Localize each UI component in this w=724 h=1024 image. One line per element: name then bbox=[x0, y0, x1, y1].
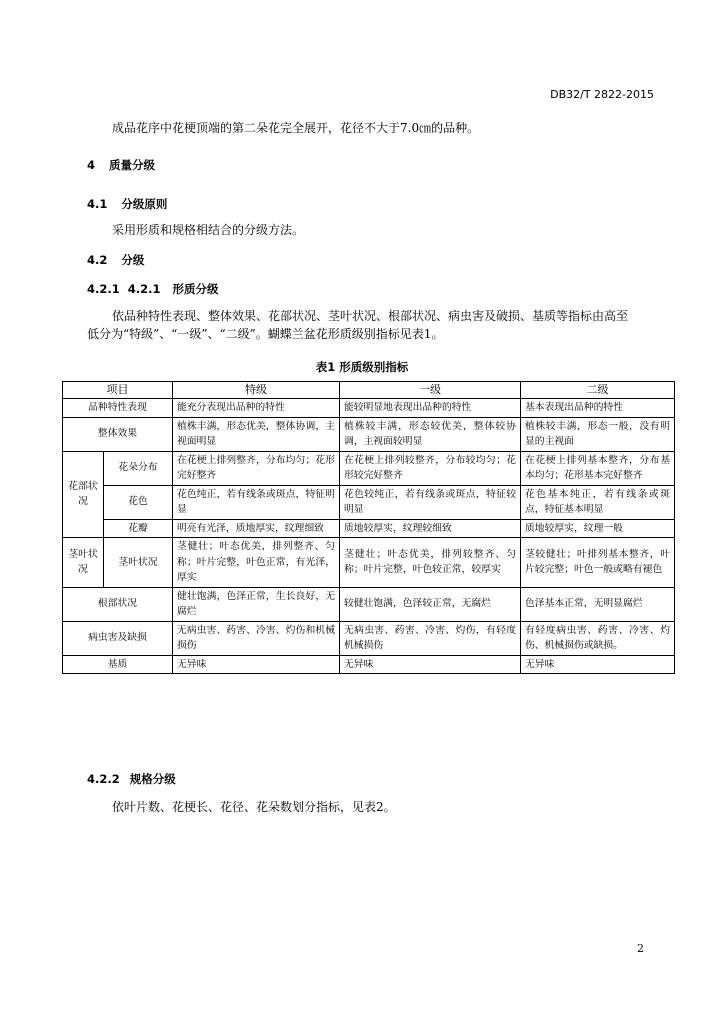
intro-line: 成品花序中花梗顶端的第二朵花完全展开，花径不大于7.0㎝的品种。 bbox=[112, 121, 480, 135]
table-row-petal bbox=[63, 519, 675, 538]
cell-special: 能充分表现出品种的特性 bbox=[173, 399, 340, 418]
table-row-overall bbox=[63, 417, 675, 451]
cell-second: 茎较健壮；叶排列基本整齐，叶片较完整；叶色一般或略有褪色 bbox=[521, 538, 675, 588]
cell-first: 无异味 bbox=[340, 655, 521, 674]
header-second-grade: 二级 bbox=[521, 382, 675, 399]
row-label: 根部状况 bbox=[63, 587, 173, 621]
cell-second: 植株较丰满，形态一般，没有明显的主视面 bbox=[521, 417, 675, 451]
cell-first: 能较明显地表现出品种的特性 bbox=[340, 399, 521, 418]
cell-first: 在花梗上排列较整齐，分布较均匀；花形较完好整齐 bbox=[340, 451, 521, 485]
section-4-2-2-title: 规格分级 bbox=[129, 772, 176, 786]
row-label: 茎叶状况 bbox=[104, 538, 173, 588]
cell-special: 茎健壮；叶态优美，排列整齐、匀称；叶片完整，叶色正常，有光泽，厚实 bbox=[173, 538, 340, 588]
row-label: 基质 bbox=[63, 655, 173, 674]
section-4-2-1-text-2: 低分为“特级”、“一级”、“二级”。蝴蝶兰盆花形质级别指标见表1。 bbox=[87, 327, 444, 341]
cell-second: 有轻度病虫害、药害、冷害、灼伤、机械损伤或缺损。 bbox=[521, 621, 675, 655]
section-4-num: 4 bbox=[87, 158, 96, 172]
cell-first: 植株较丰满，形态较优美，整体较协调，主视面较明显 bbox=[340, 417, 521, 451]
section-4-2-1-text-1: 依品种特性表现、整体效果、花部状况、茎叶状况、根部状况、病虫害及破损、基质等指标由高至 bbox=[112, 309, 629, 323]
cell-special: 花色纯正，若有线条或斑点，特征明显 bbox=[173, 485, 340, 519]
section-4-1-heading bbox=[87, 196, 167, 212]
table-header-row bbox=[63, 382, 675, 399]
doc-code: DB32/T 2822-2015 bbox=[550, 88, 654, 101]
table-row-substrate bbox=[63, 655, 675, 674]
section-4-2-2-num: 4.2.2 bbox=[87, 772, 120, 786]
section-4-2-1-num2: 4.2.1 bbox=[127, 282, 161, 296]
section-4-2-1-num: 4.2.1 bbox=[87, 282, 120, 296]
row-label: 花瓣 bbox=[104, 519, 173, 538]
section-4-2-title: 分级 bbox=[121, 253, 145, 267]
row-label: 整体效果 bbox=[63, 417, 173, 451]
section-4-2-2-heading bbox=[87, 771, 176, 787]
section-4-2-1-heading bbox=[87, 281, 219, 297]
cell-special: 在花梗上排列整齐，分布均匀；花形完好整齐 bbox=[173, 451, 340, 485]
cell-first: 较健壮饱满，色泽较正常，无腐烂 bbox=[340, 587, 521, 621]
table-row-pest bbox=[63, 621, 675, 655]
table-row-flower-color bbox=[63, 485, 675, 519]
cell-second: 在花梗上排列基本整齐，分布基本均匀；花形基本完好整齐 bbox=[521, 451, 675, 485]
row-label: 花色 bbox=[104, 485, 173, 519]
header-item: 项目 bbox=[63, 382, 173, 399]
cell-first: 花色较纯正，若有线条或斑点，特征较明显 bbox=[340, 485, 521, 519]
cell-second: 基本表现出品种的特性 bbox=[521, 399, 675, 418]
cell-first: 无病虫害、药害、冷害、灼伤，有轻度机械损伤 bbox=[340, 621, 521, 655]
cell-second: 无异味 bbox=[521, 655, 675, 674]
section-4-1-title: 分级原则 bbox=[121, 197, 168, 211]
header-first-grade: 一级 bbox=[340, 382, 521, 399]
table-1 bbox=[62, 381, 675, 674]
cell-second: 质地较厚实，纹理一般 bbox=[521, 519, 675, 538]
cell-special: 植株丰满，形态优美，整体协调，主视面明显 bbox=[173, 417, 340, 451]
group-label-flower: 花部状况 bbox=[63, 451, 104, 538]
cell-first: 质地较厚实，纹理较细致 bbox=[340, 519, 521, 538]
section-4-title: 质量分级 bbox=[109, 158, 156, 172]
section-4-heading bbox=[87, 157, 155, 173]
cell-special: 明亮有光泽，质地厚实，纹理细致 bbox=[173, 519, 340, 538]
cell-special: 无病虫害、药害、冷害、灼伤和机械损伤 bbox=[173, 621, 340, 655]
section-4-1-text: 采用形质和规格相结合的分级方法。 bbox=[112, 223, 305, 237]
section-4-2-2-text: 依叶片数、花梗长、花径、花朵数划分指标，见表2。 bbox=[112, 800, 396, 814]
cell-special: 健壮饱满，色泽正常，生长良好，无腐烂 bbox=[173, 587, 340, 621]
table-1-caption: 表1 形质级别指标 bbox=[315, 360, 409, 374]
cell-second: 色泽基本正常，无明显腐烂 bbox=[521, 587, 675, 621]
section-4-2-num: 4.2 bbox=[87, 253, 108, 267]
table-row-flower-dist bbox=[63, 451, 675, 485]
cell-first: 茎健壮；叶态优美，排列较整齐、匀称；叶片完整，叶色较正常，较厚实 bbox=[340, 538, 521, 588]
group-label-stem: 茎叶状况 bbox=[63, 538, 104, 588]
table-row-variety bbox=[63, 399, 675, 418]
table-row-stem bbox=[63, 538, 675, 588]
table-row-root bbox=[63, 587, 675, 621]
page-number: 2 bbox=[637, 942, 644, 955]
cell-special: 无异味 bbox=[173, 655, 340, 674]
row-label: 花朵分布 bbox=[104, 451, 173, 485]
row-label: 病虫害及缺损 bbox=[63, 621, 173, 655]
cell-second: 花色基本纯正，若有线条或斑点，特征基本明显 bbox=[521, 485, 675, 519]
section-4-1-num: 4.1 bbox=[87, 197, 108, 211]
section-4-2-heading bbox=[87, 252, 144, 268]
header-special-grade: 特级 bbox=[173, 382, 340, 399]
section-4-2-1-title: 形质分级 bbox=[172, 282, 219, 296]
row-label: 品种特性表现 bbox=[63, 399, 173, 418]
